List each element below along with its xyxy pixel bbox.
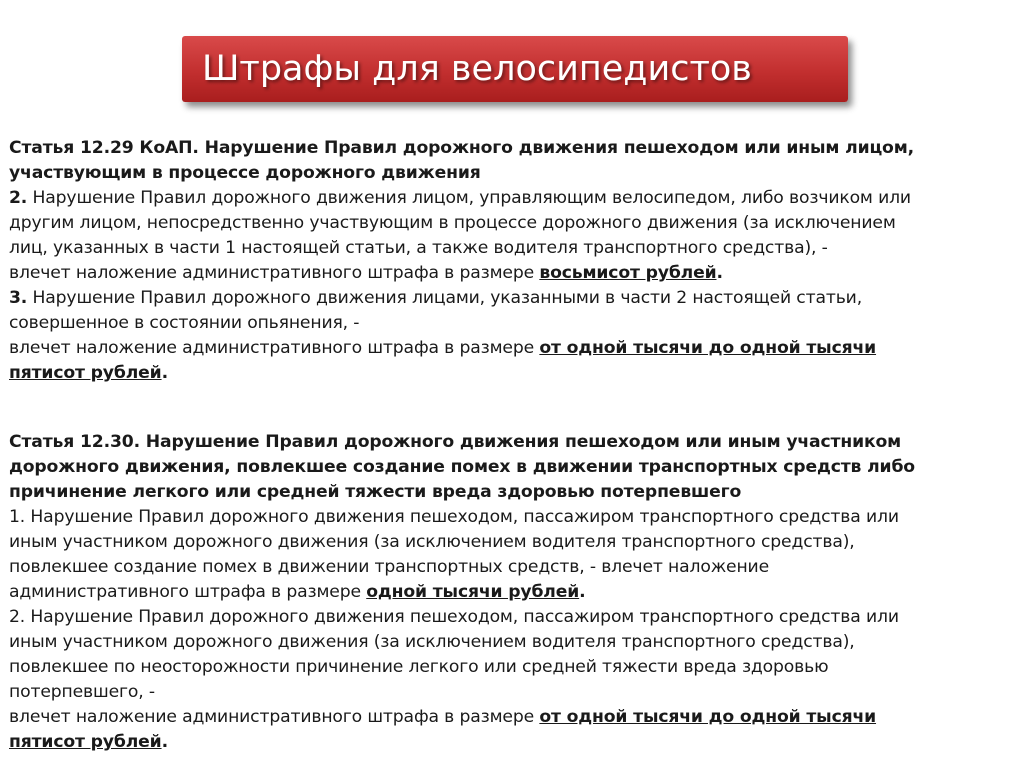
article-1230-part2-line: иным участником дорожного движения (за исключением водителя транспортного средства), <box>9 632 855 652</box>
part-number: 2. <box>9 188 28 208</box>
penalty-amount: пятисот рублей <box>9 732 162 752</box>
article-1230-part1-line: иным участником дорожного движения (за исключением водителя транспортного средства), <box>9 532 855 552</box>
slide-body <box>9 136 1014 755</box>
article-1229-part2-penalty <box>9 261 1014 286</box>
article-1230-heading-line: причинение легкого или средней тяжести вреда здоровью потерпевшего <box>9 482 742 502</box>
title-banner <box>182 36 848 102</box>
article-1229-part2-line <box>9 186 1014 211</box>
article-1229-heading-line: участвующим в процессе дорожного движения <box>9 163 481 183</box>
article-1230-part1-line: 1. Нарушение Правил дорожного движения пешеходом, пассажиром транспортного средства или <box>9 507 899 527</box>
penalty-end: . <box>161 363 168 383</box>
article-1230-heading-line: Статья 12.30. Нарушение Правил дорожного движения пешеходом или иным участником <box>9 432 902 452</box>
part-text: Нарушение Правил дорожного движения лицом, управляющим велосипедом, либо возчиком или <box>27 188 911 208</box>
part-number: 3. <box>9 288 28 308</box>
penalty-prefix: влечет наложение административного штрафа в размере <box>9 263 540 283</box>
penalty-end: . <box>716 263 723 283</box>
article-1229-part3-penalty <box>9 336 1014 361</box>
article-1230-part1-line: повлекшее создание помех в движении транспортных средств, - влечет наложение <box>9 557 769 577</box>
article-1230-part2-penalty <box>9 705 1014 730</box>
article-1230-part2-line: 2. Нарушение Правил дорожного движения пешеходом, пассажиром транспортного средства или <box>9 607 899 627</box>
article-1229-heading-line: Статья 12.29 КоАП. Нарушение Правил дорожного движения пешеходом или иным лицом, <box>9 138 914 158</box>
penalty-amount: пятисот рублей <box>9 363 162 383</box>
penalty-amount: восьмисот рублей <box>539 263 717 283</box>
part-text: Нарушение Правил дорожного движения лицами, указанными в части 2 настоящей статьи, <box>27 288 863 308</box>
article-1230-part2-line: повлекшее по неосторожности причинение легкого или средней тяжести вреда здоровью <box>9 657 829 677</box>
article-1230-part2-penalty <box>9 730 1014 755</box>
article-1229-part3-penalty <box>9 361 1014 386</box>
article-1230-part1-penalty <box>9 580 1014 605</box>
article-1229-part2-line: другим лицом, непосредственно участвующим в процессе дорожного движения (за исключением <box>9 213 896 233</box>
penalty-prefix: влечет наложение административного штрафа в размере <box>9 338 540 358</box>
penalty-prefix: административного штрафа в размере <box>9 582 367 602</box>
penalty-amount: одной тысячи рублей <box>366 582 580 602</box>
section-gap <box>9 386 1014 430</box>
penalty-end: . <box>161 732 168 752</box>
article-1229-part3-line <box>9 286 1014 311</box>
penalty-end: . <box>579 582 586 602</box>
article-1230-part2-line: потерпевшего, - <box>9 682 155 702</box>
penalty-amount: от одной тысячи до одной тысячи <box>539 707 877 727</box>
article-1230-heading-line: дорожного движения, повлекшее создание помех в движении транспортных средств либо <box>9 457 915 477</box>
page-title: Штрафы для велосипедистов <box>202 49 752 89</box>
article-1229-part2-line: лиц, указанных в части 1 настоящей статьи, а также водителя транспортного средства), - <box>9 238 828 258</box>
article-1229-part3-line: совершенное в состоянии опьянения, - <box>9 313 360 333</box>
penalty-amount: от одной тысячи до одной тысячи <box>539 338 877 358</box>
penalty-prefix: влечет наложение административного штрафа в размере <box>9 707 540 727</box>
